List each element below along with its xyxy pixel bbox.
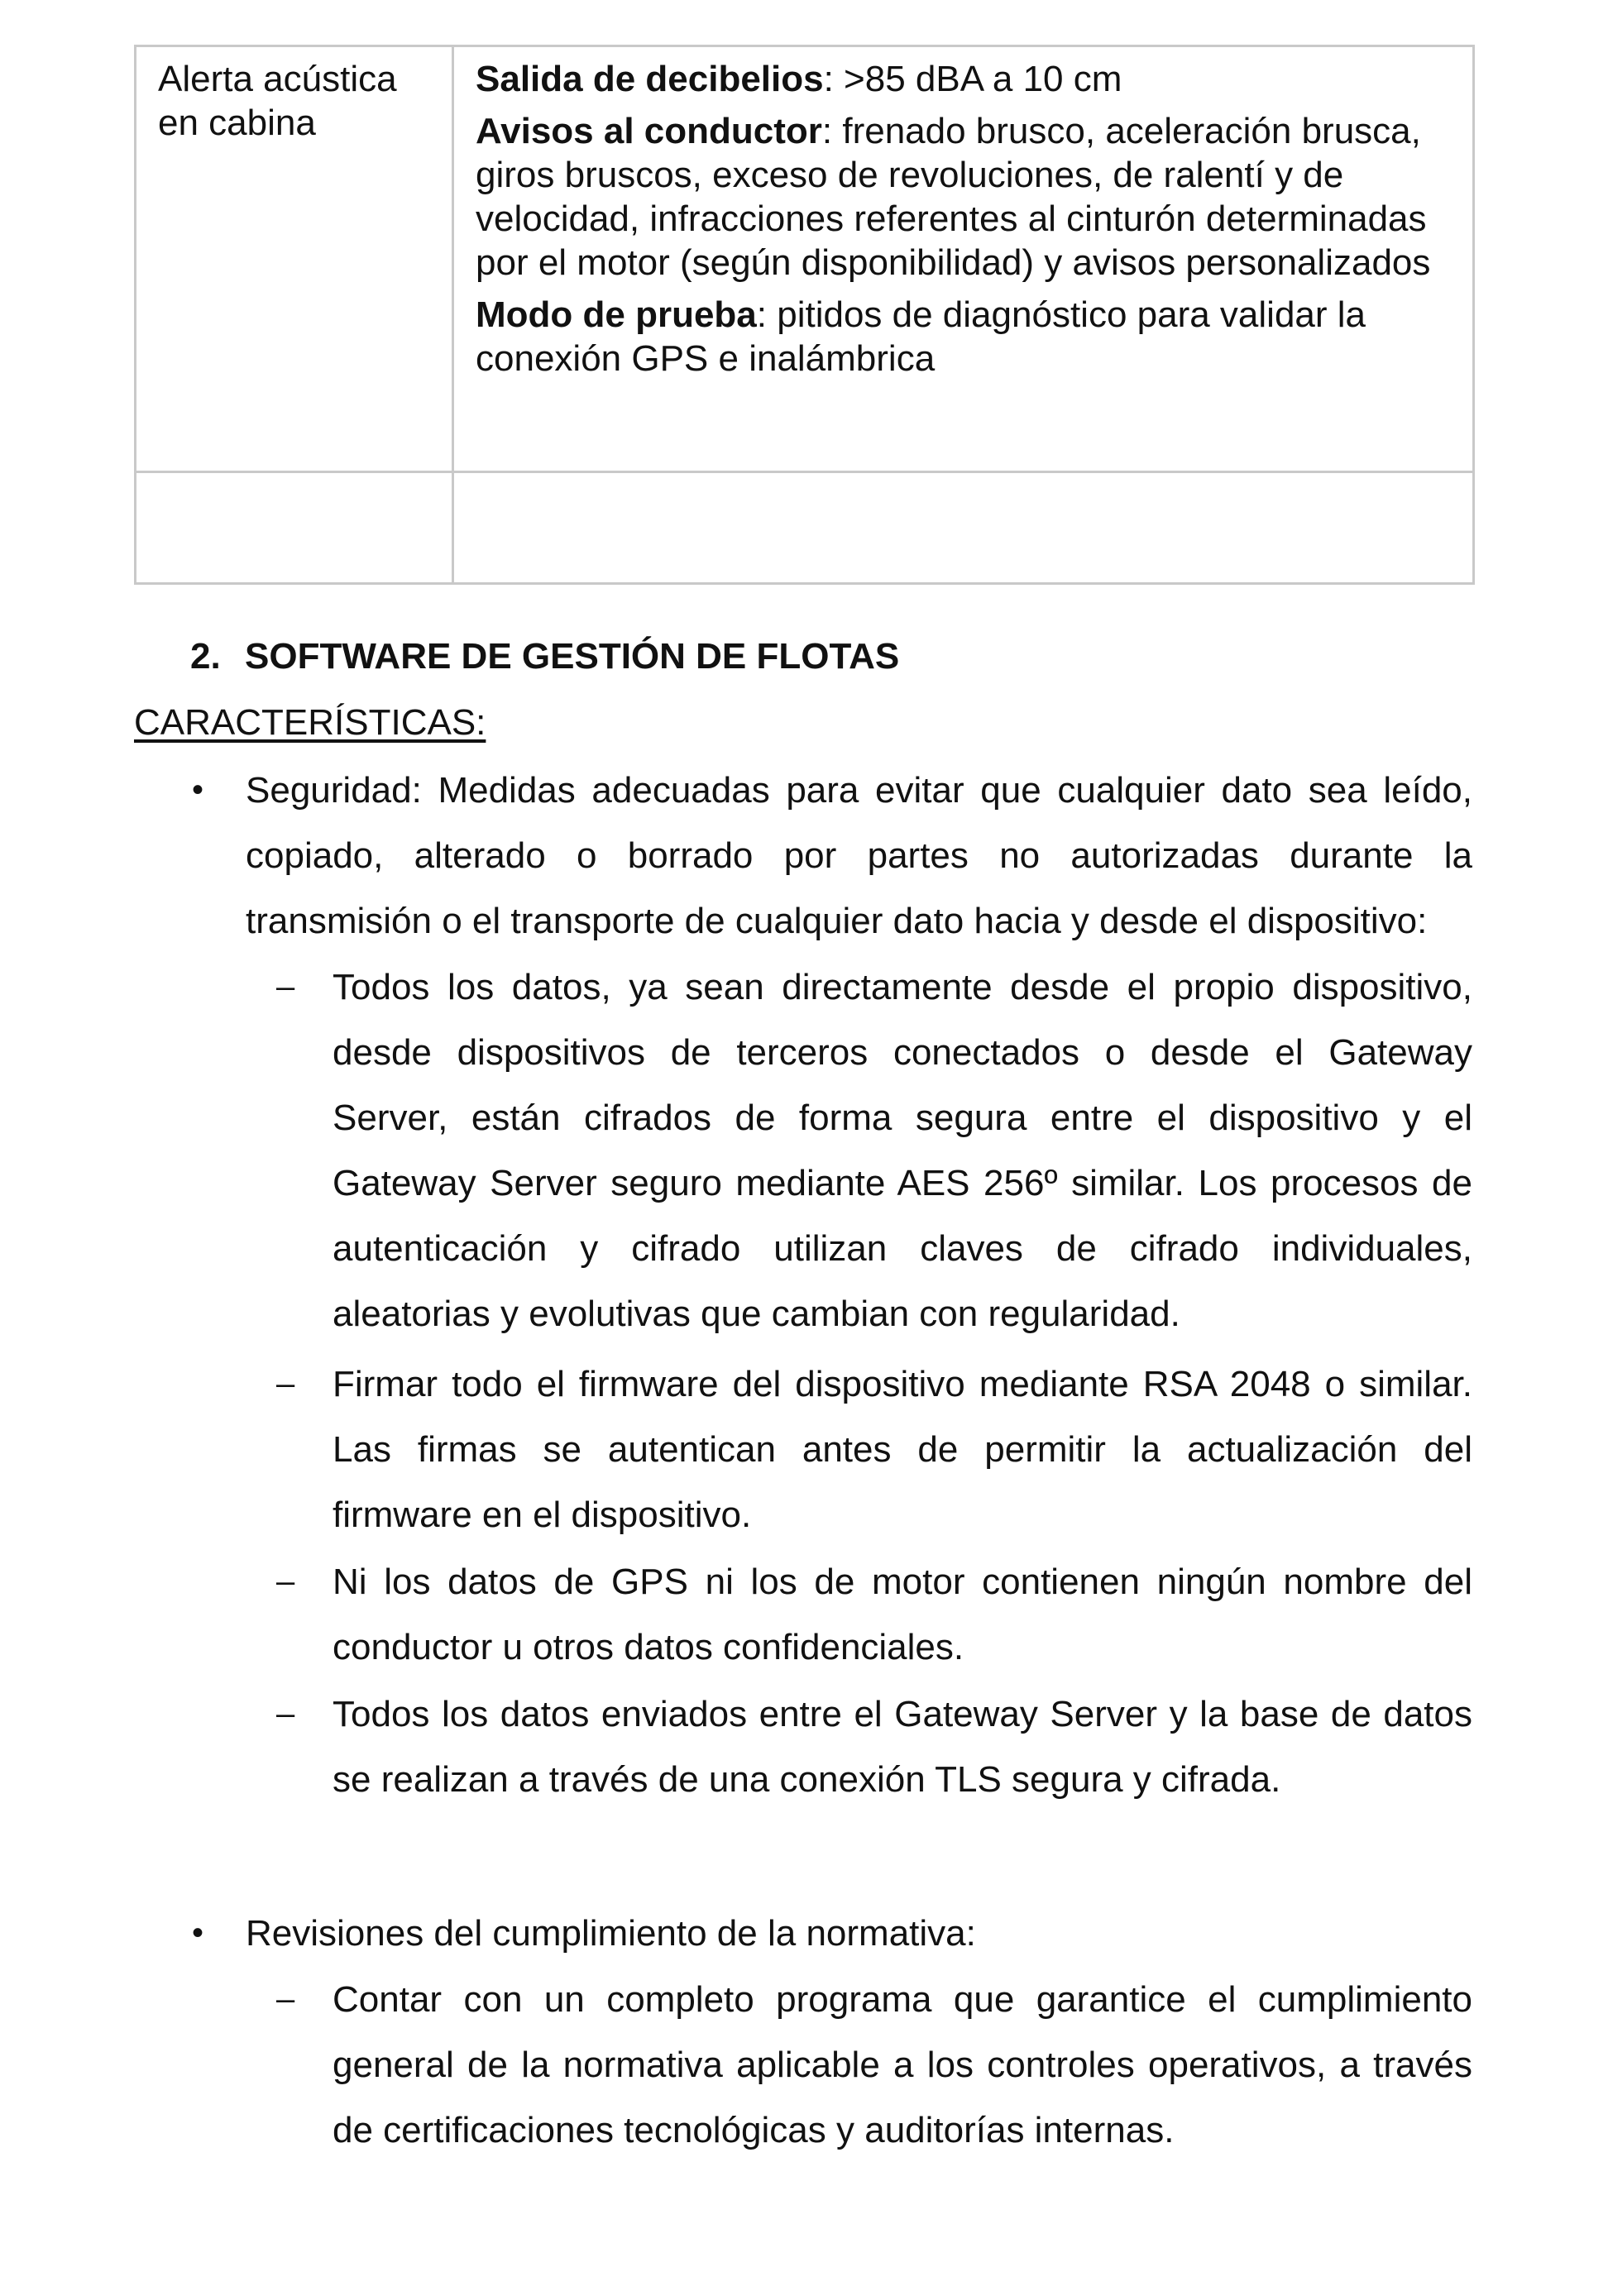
spec-item	[476, 293, 1451, 380]
table-cell-empty	[453, 472, 1474, 584]
table-cell-empty	[136, 472, 453, 584]
dash-marker: –	[276, 1563, 295, 1600]
features-label: CARACTERÍSTICAS:	[134, 702, 486, 743]
dash-marker: –	[276, 1981, 295, 2017]
subitem-text: Firmar todo el firmware del dispositivo mediante RSA 2048 o similar. Las firmas se autentican antes de permitir la actualización del firmware en el dispositivo.	[333, 1364, 1472, 1535]
table-cell-content	[453, 46, 1474, 472]
row-label: Alerta acústica en cabina	[158, 59, 397, 143]
section-title: SOFTWARE DE GESTIÓN DE FLOTAS	[245, 636, 900, 677]
subitem-text: Todos los datos, ya sean directamente desde el propio dispositivo, desde dispositivos de terceros conectados o desde el Gateway Server, están cifrados de forma segura entre el dispositivo y el Gateway Server seguro mediante AES 256º similar. Los procesos de autenticación y cifrado utilizan claves de cifrado individuales, aleatorias y evolutivas que cambian con regularidad.	[333, 967, 1472, 1334]
dash-marker: –	[276, 969, 295, 1005]
bullet-text: Revisiones del cumplimiento de la normativa:	[246, 1913, 976, 1954]
spec-item	[476, 57, 1451, 101]
spec-table	[134, 45, 1475, 585]
dash-marker: –	[276, 1366, 295, 1402]
bullet-marker: •	[192, 772, 204, 808]
table-row	[136, 46, 1474, 472]
table-row-empty	[136, 472, 1474, 584]
spec-item-key: Avisos al conductor	[476, 111, 822, 151]
table-cell-label	[136, 46, 453, 472]
spec-item-text: : pitidos de diagnóstico para validar la conexión GPS e inalámbrica	[476, 294, 1366, 379]
subitem-text: Todos los datos enviados entre el Gateway Server y la base de datos se realizan a través de una conexión TLS segura y cifrada.	[333, 1694, 1472, 1800]
section-heading	[190, 634, 899, 680]
spec-item-text: : frenado brusco, aceleración brusca, giros bruscos, exceso de revoluciones, de ralentí y de velocidad, infracciones referentes al cinturón determinadas por el motor (según disponibilidad) y avisos personalizados	[476, 111, 1431, 283]
spec-item-text: : >85 dBA a 10 cm	[823, 59, 1122, 99]
spec-item	[476, 109, 1451, 285]
dash-marker: –	[276, 1696, 295, 1732]
spec-item-key: Salida de decibelios	[476, 59, 824, 99]
subitem-text: Ni los datos de GPS ni los de motor contienen ningún nombre del conductor u otros datos confidenciales.	[333, 1562, 1472, 1667]
bullet-text: Seguridad: Medidas adecuadas para evitar que cualquier dato sea leído, copiado, alterado o borrado por partes no autorizadas durante la transmisión o el transporte de cualquier dato hacia y desde el dispositivo:	[246, 770, 1472, 941]
section-number: 2.	[190, 636, 221, 677]
subitem-text: Contar con un completo programa que garantice el cumplimiento general de la normativa aplicable a los controles operativos, a través de certificaciones tecnológicas y auditorías internas.	[333, 1979, 1472, 2150]
bullet-marker: •	[192, 1915, 204, 1951]
spec-item-key: Modo de prueba	[476, 294, 757, 335]
